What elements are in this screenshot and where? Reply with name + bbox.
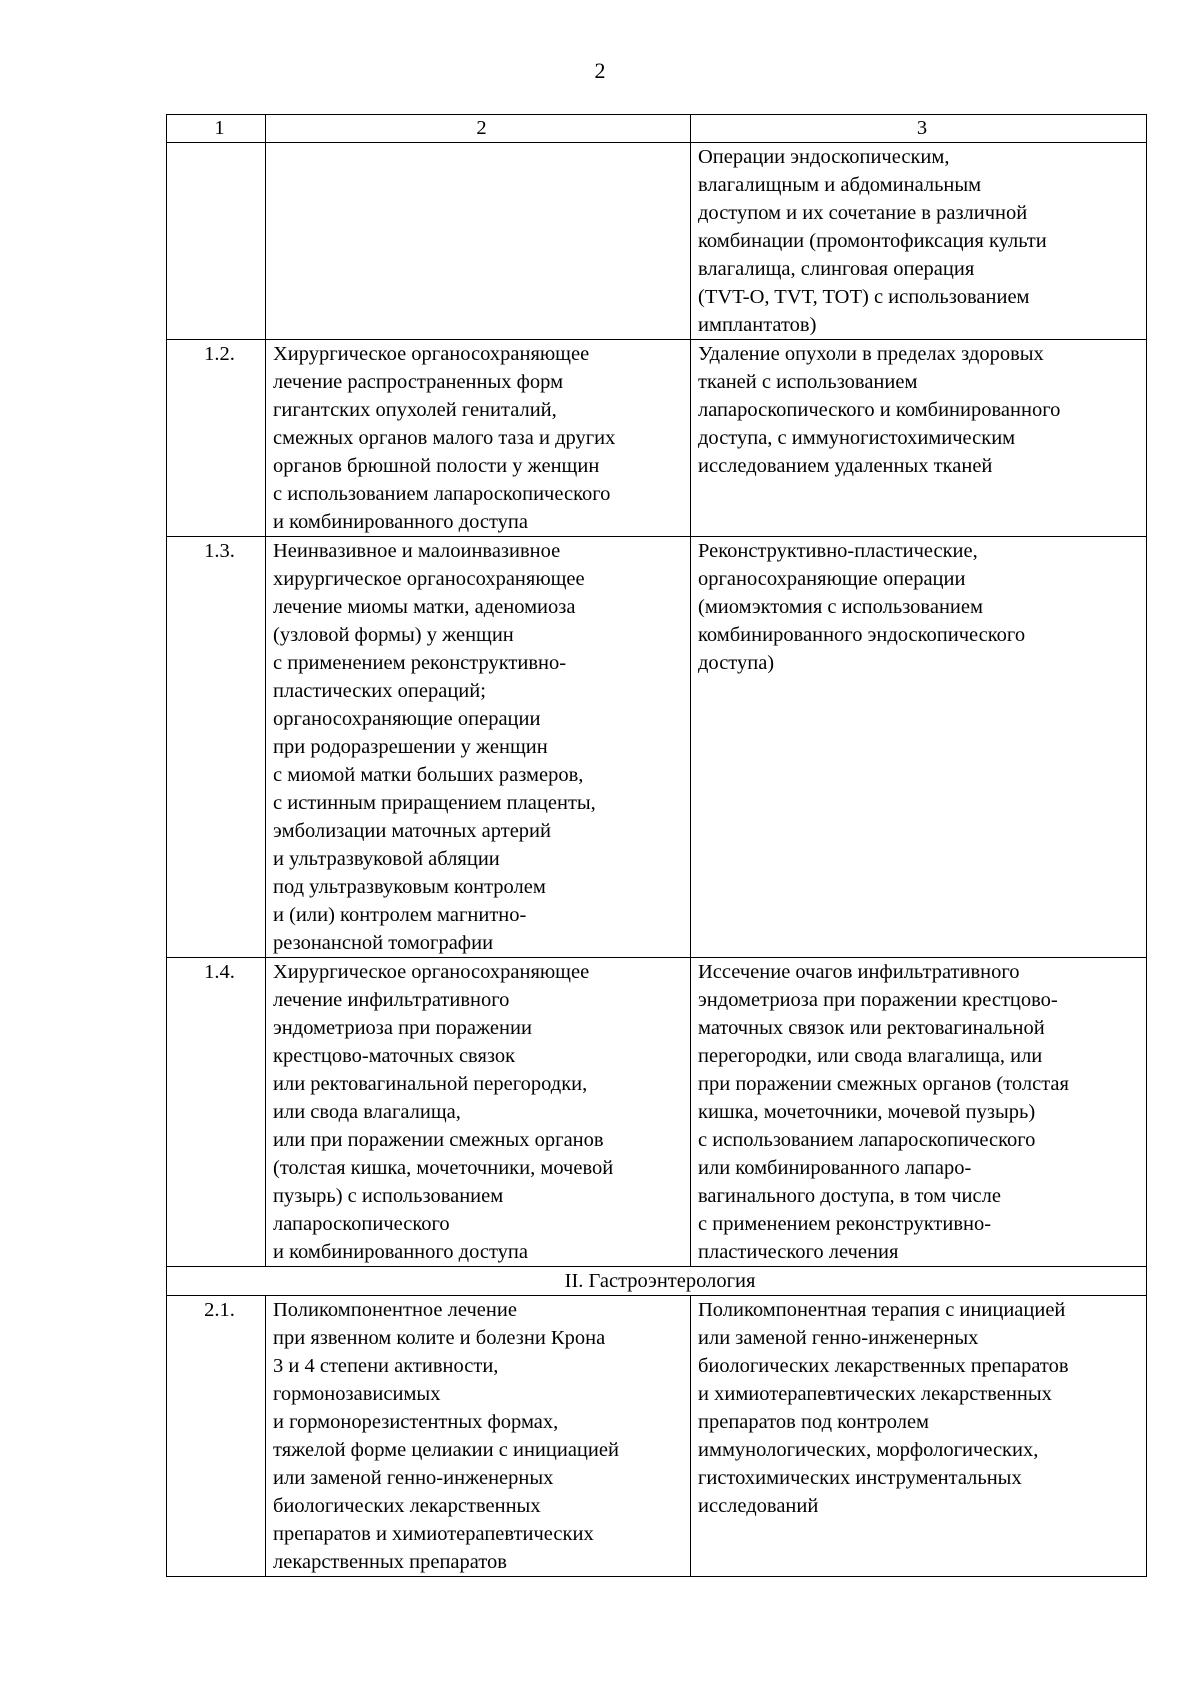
table-row — [167, 1296, 1147, 1577]
table-header-row — [167, 115, 1147, 143]
treatment-profile-cell: Хирургическое органосохраняющее лечение распространенных форм гигантских опухолей гениталий, смежных органов малого таза и других органов брюшной полости у женщин с использованием лапароскопического и комбинированного доступа — [266, 340, 691, 537]
table-row — [167, 537, 1147, 958]
section-title: II. Гастроэнтерология — [167, 1267, 1147, 1296]
treatment-profile-cell: Поликомпонентное лечение при язвенном колите и болезни Крона 3 и 4 степени активности, гормонозависимых и гормонорезистентных формах, тяжелой форме целиакии с инициацией или заменой генно-инженерных биологических лекарственных препаратов и химиотерапевтических лекарственных препаратов — [266, 1296, 691, 1577]
treatment-profile-cell: Хирургическое органосохраняющее лечение инфильтративного эндометриоза при поражении крестцово-маточных связок или ректовагинальной перегородки, или свода влагалища, или при поражении смежных органов (толстая кишка, мочеточники, мочевой пузырь) с использованием лапароскопического и комбинированного доступа — [266, 958, 691, 1267]
procedures-table — [166, 114, 1147, 1577]
row-number — [167, 143, 266, 340]
table-row — [167, 958, 1147, 1267]
treatment-method-cell: Реконструктивно-пластические, органосохраняющие операции (миомэктомия с использованием комбинированного эндоскопического доступа) — [691, 537, 1147, 958]
page-number: 2 — [594, 58, 606, 83]
section-header-row — [167, 1267, 1147, 1296]
column-header-2: 2 — [266, 115, 691, 143]
row-number: 1.2. — [167, 340, 266, 537]
treatment-method-cell: Иссечение очагов инфильтративного эндометриоза при поражении крестцово- маточных связок или ректовагинальной перегородки, или свода влагалища, или при поражении смежных органов (толстая кишка, мочеточники, мочевой пузырь) с использованием лапароскопического или комбинированного лапаро- вагинального доступа, в том числе с применением реконструктивно- пластического лечения — [691, 958, 1147, 1267]
treatment-method-cell: Удаление опухоли в пределах здоровых тканей с использованием лапароскопического и комбинированного доступа, с иммуногистохимическим исследованием удаленных тканей — [691, 340, 1147, 537]
row-number: 2.1. — [167, 1296, 266, 1577]
row-number: 1.4. — [167, 958, 266, 1267]
column-header-3: 3 — [691, 115, 1147, 143]
treatment-method-cell: Поликомпонентная терапия с инициацией или заменой генно-инженерных биологических лекарственных препаратов и химиотерапевтических лекарственных препаратов под контролем иммунологических, морфологических, гистохимических инструментальных исследований — [691, 1296, 1147, 1577]
treatment-profile-cell: Неинвазивное и малоинвазивное хирургическое органосохраняющее лечение миомы матки, аденомиоза (узловой формы) у женщин с применением реконструктивно- пластических операций; органосохраняющие операции при родоразрешении у женщин с миомой матки больших размеров, с истинным приращением плаценты, эмболизации маточных артерий и ультразвуковой абляции под ультразвуковым контролем и (или) контролем магнитно- резонансной томографии — [266, 537, 691, 958]
treatment-method-cell: Операции эндоскопическим, влагалищным и абдоминальным доступом и их сочетание в различной комбинации (промонтофиксация культи влагалища, слинговая операция (TVT-O, TVT, TOT) с использованием имплантатов) — [691, 143, 1147, 340]
table-row — [167, 143, 1147, 340]
row-number: 1.3. — [167, 537, 266, 958]
table-row — [167, 340, 1147, 537]
column-header-1: 1 — [167, 115, 266, 143]
treatment-profile-cell — [266, 143, 691, 340]
